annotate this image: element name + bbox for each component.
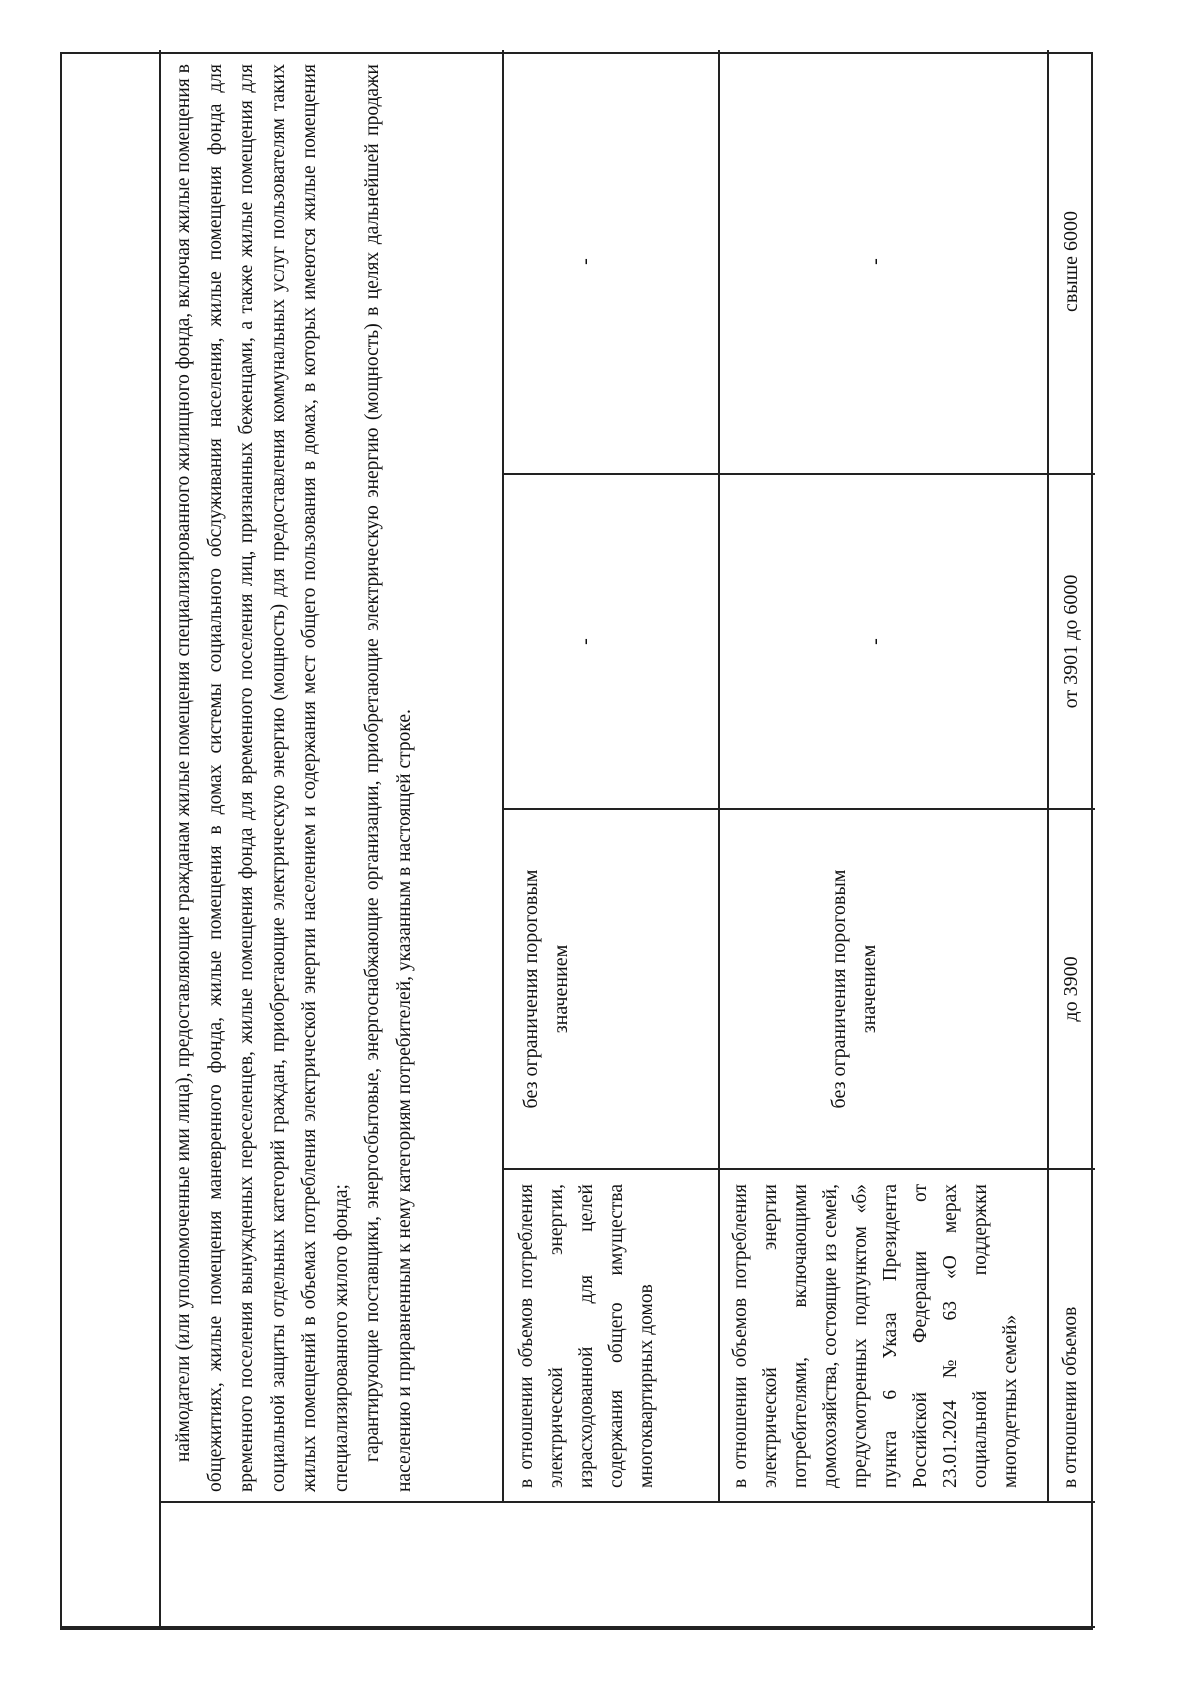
consumer-categories-cell <box>162 58 500 1498</box>
table-cell-threshold: без ограничения пороговым значением <box>828 869 880 1109</box>
row-divider <box>159 50 161 1628</box>
table-row-label: в отношении объемов потребления электрической энергии, израсходованной для целей содержания общего имущества многоквартирных домов <box>516 1184 657 1488</box>
column-divider <box>62 1626 1095 1628</box>
paragraph-landlords: наймодатели (или уполномоченные ими лица), предоставляющие гражданам жилые помещения специализированного жилищного фонда, включая жилые помещения в общежитиях, жилые помещения маневренного фонда, жилые помещения в домах системы социального обслуживания населения, жилые помещения фонда для временного поселения вынужденных переселенцев, жилые помещения фонда для временного поселения лиц, признанных беженцами, а также жилые помещения для социальной защиты отдельных категорий граждан, приобретающие электрическую энергию (мощность) для предоставления коммунальных услуг пользователям таких жилых помещений в объемах потребления электрической энергии населением и содержания мест общего пользования в домах, в которых имеются жилые помещения специализированного жилого фонда; <box>173 64 352 1492</box>
table-cell-threshold: без ограничения пороговым значением <box>520 869 572 1109</box>
tariff-table <box>60 52 1093 1630</box>
table-cell-threshold: свыше 6000 <box>1060 210 1082 313</box>
column-divider <box>502 1168 1095 1170</box>
table-cell-threshold: - <box>574 258 596 265</box>
table-row-label: в отношении объемов <box>1060 1306 1081 1488</box>
column-divider <box>159 1501 1095 1503</box>
paragraph-suppliers: гарантирующие поставщики, энергосбытовые, энергоснабжающие организации, приобретающие электрическую энергию (мощность) в целях дальнейшей продажи населению и приравненным к нему категориям потребителей, указанным в настоящей строке. <box>362 64 415 1492</box>
table-cell-threshold: - <box>864 258 886 265</box>
table-cell-threshold: - <box>864 638 886 645</box>
table-cell-threshold: от 3901 до 6000 <box>1060 574 1082 709</box>
rotated-table-page <box>60 52 1093 1630</box>
table-cell-threshold: - <box>574 638 596 645</box>
table-cell-threshold: до 3900 <box>1060 956 1082 1022</box>
table-row-label: в отношении объемов потребления электрической энергии потребителями, включающими домохозяйства, состоящие из семей, предусмотренных подпунктом «б» пункта 6 Указа Президента Российской Федерации от 23.01.2024 № 63 «О мерах социальной поддержки многодетных семей» <box>730 1184 1021 1488</box>
